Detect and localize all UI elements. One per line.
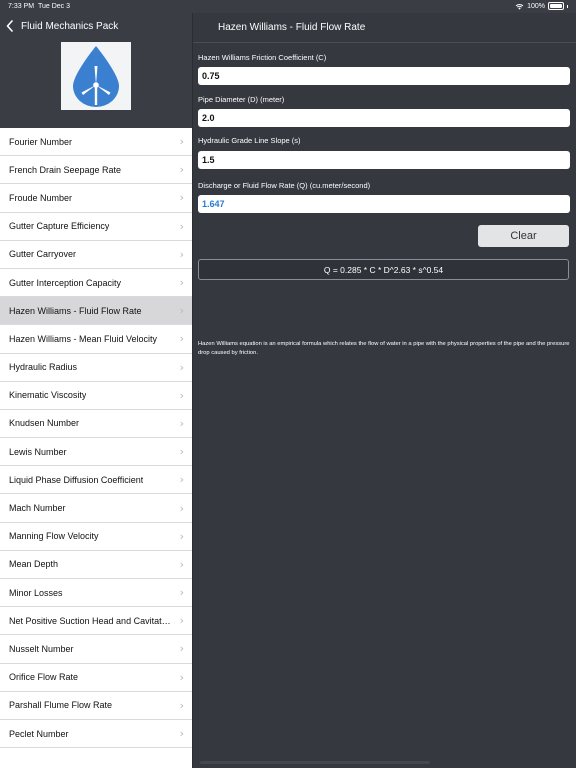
sidebar-item[interactable] <box>0 635 192 663</box>
sidebar-item-label: Mean Depth <box>9 559 59 570</box>
battery-percent: 100% <box>527 2 545 10</box>
status-time-text: 7:33 PM <box>8 3 35 10</box>
sidebar-item[interactable] <box>0 664 192 692</box>
sidebar-item[interactable] <box>0 269 192 297</box>
sidebar-item-label: Hazen Williams - Fluid Flow Rate <box>9 305 142 316</box>
chevron-left-icon <box>6 20 13 32</box>
sidebar-item-label: Minor Losses <box>9 587 63 598</box>
chevron-right-icon: › <box>179 529 184 543</box>
chevron-right-icon: › <box>179 557 184 571</box>
back-label: Fluid Mechanics Pack <box>21 20 119 32</box>
sidebar-item-label: Knudsen Number <box>9 418 80 429</box>
sidebar-item-label: Froude Number <box>9 192 73 203</box>
main-panel <box>193 13 576 768</box>
sidebar-item-label: Kinematic Viscosity <box>9 390 87 401</box>
chevron-right-icon: › <box>179 360 184 374</box>
battery-icon <box>548 2 564 10</box>
status-time <box>8 3 70 10</box>
clear-button[interactable]: Clear <box>478 225 569 247</box>
description-text: Hazen Williams equation is an empirical formula which relates the flow of water in a pipe with the physical properties of the pipe and the pressure drop caused by friction. <box>198 341 570 356</box>
sidebar-item-label: Fourier Number <box>9 136 73 147</box>
back-button[interactable] <box>6 20 118 32</box>
page-title: Hazen Williams - Fluid Flow Rate <box>218 22 366 33</box>
chevron-right-icon: › <box>179 332 184 346</box>
chevron-right-icon: › <box>179 614 184 628</box>
sidebar-item[interactable] <box>0 241 192 269</box>
pipe-diameter-label: Pipe Diameter (D) (meter) <box>198 95 285 104</box>
sidebar <box>0 13 192 768</box>
chevron-right-icon: › <box>179 670 184 684</box>
sidebar-item[interactable] <box>0 297 192 325</box>
chevron-right-icon: › <box>179 727 184 741</box>
chevron-right-icon: › <box>179 473 184 487</box>
sidebar-item-label: Orifice Flow Rate <box>9 672 79 683</box>
chevron-right-icon: › <box>179 191 184 205</box>
scroll-indicator <box>200 761 430 764</box>
chevron-right-icon: › <box>179 445 184 459</box>
sidebar-item-label: Parshall Flume Flow Rate <box>9 700 113 711</box>
wifi-icon <box>515 3 524 10</box>
pipe-diameter-input[interactable]: 2.0 <box>198 109 570 127</box>
formula-display: Q = 0.285 * C * D^2.63 * s^0.54 <box>198 259 569 280</box>
chevron-right-icon: › <box>179 304 184 318</box>
sidebar-item[interactable] <box>0 156 192 184</box>
sidebar-item[interactable] <box>0 325 192 353</box>
chevron-right-icon: › <box>179 163 184 177</box>
status-bar <box>0 0 576 13</box>
sidebar-item-label: French Drain Seepage Rate <box>9 164 122 175</box>
sidebar-item[interactable] <box>0 720 192 748</box>
water-drop-turbine-logo <box>61 42 131 110</box>
sidebar-item[interactable] <box>0 692 192 720</box>
sidebar-item[interactable] <box>0 382 192 410</box>
friction-coefficient-input[interactable]: 0.75 <box>198 67 570 85</box>
sidebar-item-label: Net Positive Suction Head and Cavitat… <box>9 615 171 626</box>
sidebar-item[interactable] <box>0 184 192 212</box>
sidebar-item-label: Gutter Capture Efficiency <box>9 221 110 232</box>
sidebar-item[interactable] <box>0 523 192 551</box>
friction-coefficient-label: Hazen Williams Friction Coefficient (C) <box>198 53 327 62</box>
sidebar-item[interactable] <box>0 551 192 579</box>
chevron-right-icon: › <box>179 501 184 515</box>
sidebar-item-label: Nusselt Number <box>9 643 74 654</box>
sidebar-item[interactable] <box>0 438 192 466</box>
flow-rate-result: 1.647 <box>198 195 570 213</box>
sidebar-item-label: Gutter Interception Capacity <box>9 277 122 288</box>
sidebar-item-label: Hazen Williams - Mean Fluid Velocity <box>9 333 158 344</box>
chevron-right-icon: › <box>179 219 184 233</box>
sidebar-item[interactable] <box>0 128 192 156</box>
sidebar-item[interactable] <box>0 494 192 522</box>
grade-slope-label: Hydraulic Grade Line Slope (s) <box>198 136 301 145</box>
chevron-right-icon: › <box>179 586 184 600</box>
sidebar-item-label: Manning Flow Velocity <box>9 531 99 542</box>
status-date: Tue Dec 3 <box>37 3 71 10</box>
sidebar-item-label: Lewis Number <box>9 446 67 457</box>
sidebar-item[interactable] <box>0 410 192 438</box>
sidebar-item[interactable] <box>0 354 192 382</box>
sidebar-header <box>0 13 192 128</box>
sidebar-list <box>0 128 192 748</box>
chevron-right-icon: › <box>179 135 184 149</box>
status-right <box>515 2 568 10</box>
sidebar-item[interactable] <box>0 579 192 607</box>
chevron-right-icon: › <box>179 247 184 261</box>
main-header <box>193 13 576 43</box>
app-logo <box>61 42 131 110</box>
chevron-right-icon: › <box>179 388 184 402</box>
sidebar-item-label: Liquid Phase Diffusion Coefficient <box>9 474 144 485</box>
grade-slope-input[interactable]: 1.5 <box>198 151 570 169</box>
chevron-right-icon: › <box>179 642 184 656</box>
chevron-right-icon: › <box>179 276 184 290</box>
chevron-right-icon: › <box>179 698 184 712</box>
sidebar-item-label: Mach Number <box>9 503 66 514</box>
sidebar-item[interactable] <box>0 607 192 635</box>
flow-rate-label: Discharge or Fluid Flow Rate (Q) (cu.meter/second) <box>198 181 371 190</box>
sidebar-item[interactable] <box>0 466 192 494</box>
sidebar-item-label: Gutter Carryover <box>9 249 77 260</box>
battery-tip <box>567 5 568 8</box>
sidebar-item-label: Hydraulic Radius <box>9 362 78 373</box>
sidebar-item[interactable] <box>0 213 192 241</box>
sidebar-item-label: Peclet Number <box>9 728 69 739</box>
chevron-right-icon: › <box>179 416 184 430</box>
